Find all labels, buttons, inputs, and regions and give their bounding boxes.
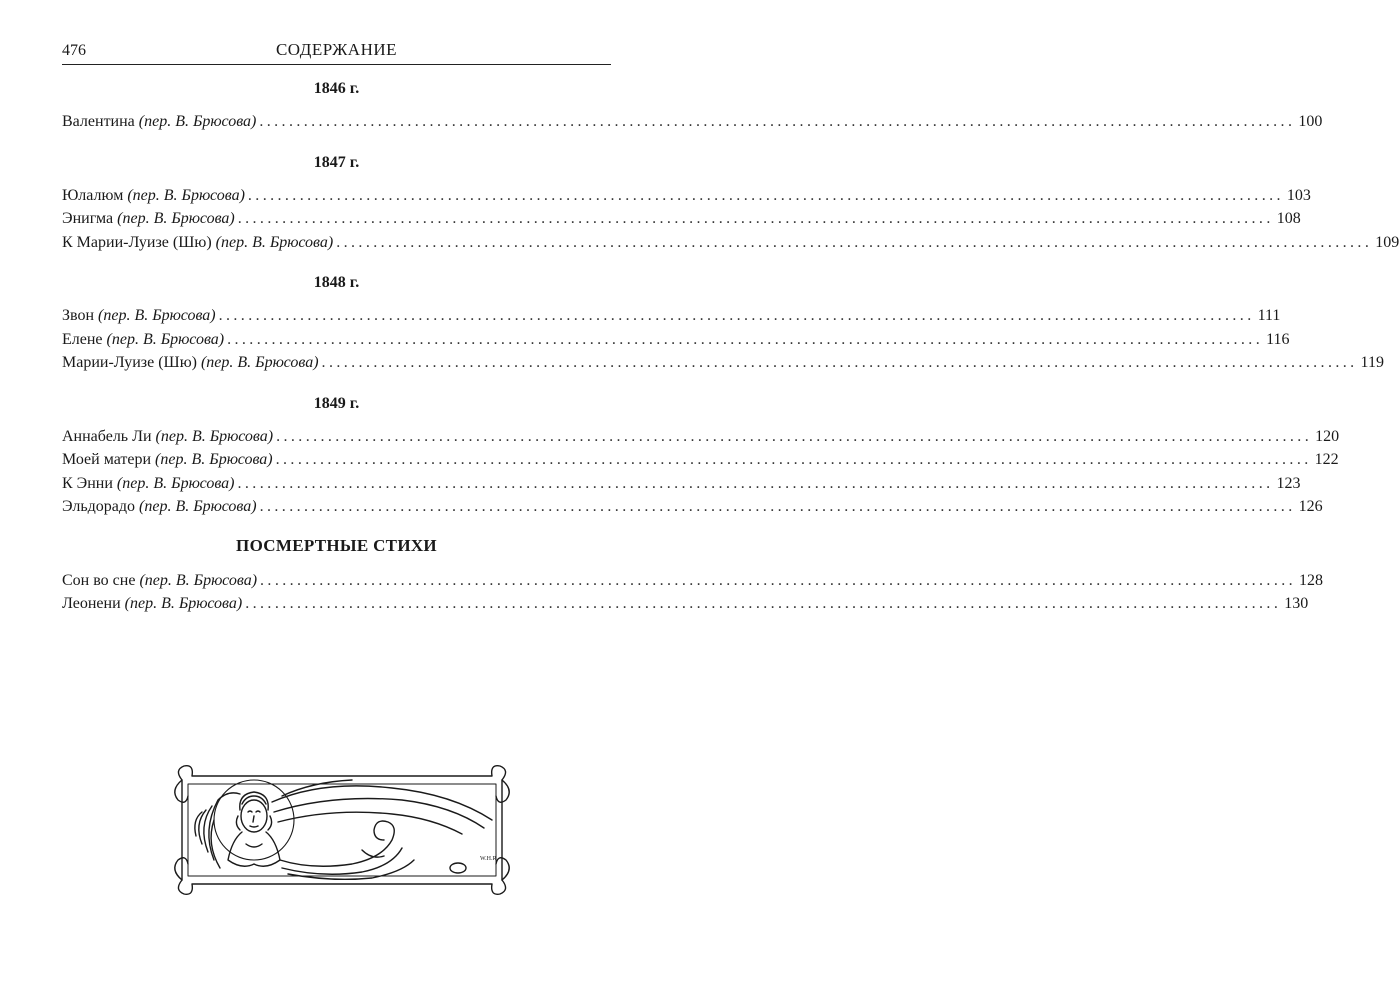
dot-leader: ............................................................................................................................................: [259, 113, 1296, 130]
entry-title: Сон во сне (пер. В. Брюсова): [62, 571, 258, 589]
dot-leader: ............................................................................................................................................: [276, 427, 1313, 445]
toc-entry: [62, 495, 1323, 519]
year-heading-1849: 1849 г.: [313, 394, 360, 412]
entry-page: 128: [1299, 571, 1324, 589]
toc-entry: [62, 231, 1399, 255]
illustrator-signature: W.H.R.: [480, 856, 498, 862]
dot-leader: ............................................................................................................................................: [237, 210, 1274, 227]
entry-title: Елене (пер. В. Брюсова): [62, 330, 225, 348]
entry-page: 123: [1276, 474, 1301, 492]
table-of-contents: [62, 78, 1399, 616]
entry-page: 111: [1257, 307, 1281, 324]
entry-page: 103: [1286, 186, 1311, 204]
toc-entry: [62, 425, 1340, 449]
entry-page: 126: [1298, 498, 1323, 515]
entry-title: Энигма (пер. В. Брюсова): [62, 210, 235, 227]
entry-title: Леонени (пер. В. Брюсова): [62, 595, 243, 612]
entry-page: 100: [1298, 113, 1323, 130]
running-title: СОДЕРЖАНИЕ: [275, 40, 398, 59]
dot-leader: ............................................................................................................................................: [237, 474, 1274, 492]
entry-page: 119: [1360, 354, 1384, 371]
toc-entry: [62, 448, 1339, 472]
dot-leader: ............................................................................................................................................: [260, 571, 1297, 589]
entry-title: К Энни (пер. В. Брюсова): [62, 474, 235, 492]
toc-entry: [62, 351, 1384, 375]
posthumous-heading: ПОСМЕРТНЫЕ СТИХИ: [236, 535, 437, 555]
dot-leader: ............................................................................................................................................: [275, 451, 1312, 468]
entry-page: 120: [1315, 427, 1340, 445]
running-header: [62, 38, 611, 65]
angel-vignette-illustration: [162, 760, 512, 900]
dot-leader: ............................................................................................................................................: [227, 330, 1264, 348]
dot-leader: ............................................................................................................................................: [321, 354, 1358, 371]
entry-title: Аннабель Ли (пер. В. Брюсова): [62, 427, 274, 445]
entry-page: 116: [1266, 330, 1290, 348]
page-number: 476: [62, 42, 86, 59]
entry-title: Звон (пер. В. Брюсова): [62, 307, 216, 324]
toc-entry: [62, 592, 1309, 616]
dot-leader: ............................................................................................................................................: [245, 595, 1282, 612]
year-heading-1848: 1848 г.: [313, 274, 360, 291]
year-heading-1847: 1847 г.: [313, 153, 360, 171]
toc-entry: [62, 304, 1281, 328]
dot-leader: ............................................................................................................................................: [218, 307, 1255, 324]
toc-entry: [62, 184, 1311, 208]
dot-leader: ............................................................................................................................................: [336, 233, 1373, 251]
entry-title: К Марии-Луизе (Шю) (пер. В. Брюсова): [62, 233, 334, 251]
toc-entry: [62, 472, 1301, 496]
entry-page: 108: [1276, 210, 1301, 227]
dot-leader: ............................................................................................................................................: [259, 498, 1296, 515]
entry-page: 122: [1314, 451, 1339, 468]
toc-entry: [62, 328, 1290, 352]
entry-title: Эльдорадо (пер. В. Брюсова): [62, 498, 257, 515]
entry-title: Моей матери (пер. В. Брюсова): [62, 451, 273, 468]
entry-page: 109: [1375, 233, 1399, 251]
year-heading-1846: 1846 г.: [313, 80, 360, 97]
toc-entry: [62, 207, 1301, 231]
entry-title: Юлалюм (пер. В. Брюсова): [62, 186, 245, 204]
toc-entry: [62, 110, 1323, 134]
entry-title: Марии-Луизе (Шю) (пер. В. Брюсова): [62, 354, 319, 371]
entry-page: 130: [1284, 595, 1309, 612]
entry-title: Валентина (пер. В. Брюсова): [62, 113, 257, 130]
dot-leader: ............................................................................................................................................: [247, 186, 1284, 204]
toc-entry: [62, 569, 1324, 593]
